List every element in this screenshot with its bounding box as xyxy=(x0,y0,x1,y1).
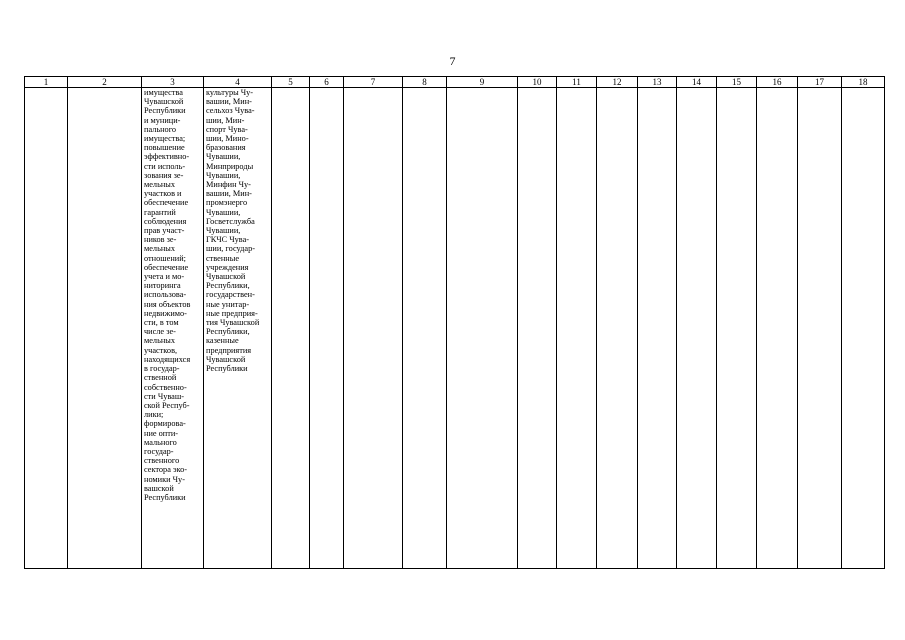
column-header-9: 9 xyxy=(447,77,518,88)
column-header-1: 1 xyxy=(25,77,68,88)
column-header-12: 12 xyxy=(597,77,638,88)
column-header-10: 10 xyxy=(518,77,557,88)
cell-col-12 xyxy=(597,88,638,569)
cell-goals-text: имущества Чувашской Республики и муници- пального имущества; повышение эффективно- сти исполь- зования зе- мельных участков и обеспечение гарантий соблюдения прав участ- ников зе- мельных отношений; обеспечение учета и мо- ниторинга использова- ния объектов недвижимо- сти, в том числе зе- мельных участков, находящихся в государ- ственной собственно- сти Чуваш- ской Респуб- лики; формирова- ние опти- мального государ- ственного сектора эко- номики Чу- вашской Республики xyxy=(142,88,204,569)
column-header-4: 4 xyxy=(204,77,272,88)
cell-executors-text: культуры Чу- вашии, Мин- сельхоз Чува- шии, Мин- спорт Чува- шии, Мино- бразования Чувашии, Минприроды Чувашии, Минфин Чу- вашии, Мин- промэнерго Чувашии, Госветслужба Чувашии, ГКЧС Чува- шии, государ- ственные учреждения Чувашской Республики, государствен- ные унитар- ные предприя- тия Чувашской Республики, казенные предприятия Чувашской Республики xyxy=(204,88,272,569)
column-header-5: 5 xyxy=(272,77,310,88)
cell-col-6 xyxy=(310,88,344,569)
cell-col-15 xyxy=(717,88,757,569)
column-header-15: 15 xyxy=(717,77,757,88)
cell-col-10 xyxy=(518,88,557,569)
page-number: 7 xyxy=(449,54,456,68)
column-header-13: 13 xyxy=(638,77,677,88)
data-table xyxy=(24,76,885,569)
cell-col-1 xyxy=(25,88,68,569)
column-number-row xyxy=(25,77,885,88)
column-header-18: 18 xyxy=(842,77,885,88)
column-header-2: 2 xyxy=(68,77,142,88)
cell-col-14 xyxy=(677,88,717,569)
cell-col-18 xyxy=(842,88,885,569)
column-header-16: 16 xyxy=(757,77,798,88)
cell-col-9 xyxy=(447,88,518,569)
cell-col-13 xyxy=(638,88,677,569)
cell-col-8 xyxy=(403,88,447,569)
column-header-7: 7 xyxy=(344,77,403,88)
column-header-14: 14 xyxy=(677,77,717,88)
cell-col-2 xyxy=(68,88,142,569)
cell-col-5 xyxy=(272,88,310,569)
cell-col-17 xyxy=(798,88,842,569)
cell-col-11 xyxy=(557,88,597,569)
column-header-8: 8 xyxy=(403,77,447,88)
table-row xyxy=(25,88,885,569)
column-header-3: 3 xyxy=(142,77,204,88)
cell-col-16 xyxy=(757,88,798,569)
column-header-17: 17 xyxy=(798,77,842,88)
column-header-6: 6 xyxy=(310,77,344,88)
cell-col-7 xyxy=(344,88,403,569)
column-header-11: 11 xyxy=(557,77,597,88)
